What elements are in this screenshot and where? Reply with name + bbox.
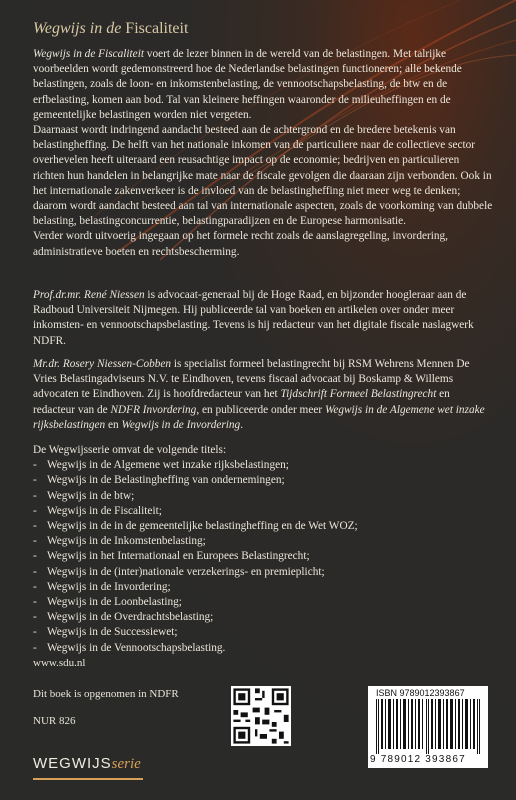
author-bio-text-1: is advocaat-generaal bij de Hoge Raad, en bijzonder hoogleraar aan de Radboud Universiteit Nijmegen. Hij publiceerde tal van boeken en artikelen over onder meer inkomsten- en vennootschapsbelasting. Tevens is hij redacteur van het digitale fiscale naslagwerk NDFR. xyxy=(33,289,474,347)
description-paragraph-1 xyxy=(33,47,493,123)
publication-title: NDFR Invordering xyxy=(110,403,197,416)
list-item: - Wegwijs in de Inkomstenbelasting; xyxy=(33,535,206,548)
series-title: Wegwijs in de Invordering; xyxy=(47,580,171,593)
description-paragraph-3: Verder wordt uitvoerig ingegaan op het formele recht zoals de aanslagregeling, invordering, administratieve boeten en rechtsbescherming. xyxy=(33,230,449,258)
series-logo xyxy=(33,755,141,773)
publisher-url[interactable]: www.sdu.nl xyxy=(33,657,86,669)
author-bio-text-2b: en redacteur van de xyxy=(33,388,450,416)
series-list xyxy=(33,443,493,656)
list-item: - Wegwijs in de in de gemeentelijke belastingheffing en de Wet WOZ; xyxy=(33,520,358,533)
list-item: - Wegwijs in de Loonbelasting; xyxy=(33,596,182,609)
series-title: Wegwijs in de Loonbelasting; xyxy=(47,596,182,609)
description-book-title: Wegwijs in de Fiscaliteit xyxy=(33,48,144,60)
series-title: Wegwijs in de Belastingheffing van ondernemingen; xyxy=(47,474,285,487)
series-title: Wegwijs in de Fiscaliteit; xyxy=(47,504,162,517)
description-paragraph-2: Daarnaast wordt indringend aandacht besteed aan de achtergrond en de bredere betekenis van belastingheffing. De helft van het nationale inkomen van de particuliere naar de collectieve sector overhevelen heeft uiteraard een reusachtige impact op de economie; bedrijven en particulieren richten hun handelen in belangrijke mate naar de fiscale gevolgen die daaraan zijn verbonden. Ook in het internationale zakenverkeer is de invloed van de belastingheffing niet meer weg te denken; daarom wordt aandacht besteed aan tal van internationale aspecten, zoals de voorkoming van dubbele belasting, belastingconcurrentie, belastingparadijzen en de Europese harmonisatie. xyxy=(33,124,493,228)
ndfr-note: Dit boek is opgenomen in NDFR xyxy=(33,688,179,700)
description-text-1: voert de lezer binnen in de wereld van de belastingen. Met talrijke voorbeelden wordt gedemonstreerd hoe de Nederlandse belastingen functioneren; alle bekende belastingen, zoals de loon- en inkomstenbelasting, de vennootschapsbelasting, de btw en de erfbelasting, komen aan bod. Tal van kleinere heffingen waaronder de milieuheffingen en de gemeentelijke belastingen worden niet vergeten. xyxy=(33,48,462,121)
author-bio-1 xyxy=(33,288,493,349)
publication-title: Tijdschrift Formeel Belastingrecht xyxy=(280,388,437,401)
list-item: - Wegwijs in de Fiscaliteit; xyxy=(33,504,162,517)
list-item: - Wegwijs in de Successiewet; xyxy=(33,626,178,639)
isbn-label: ISBN 9789012393867 xyxy=(376,688,465,698)
title-italic: Wegwijs in de xyxy=(33,20,122,37)
series-title: Wegwijs in de in de gemeentelijke belastingheffing en de Wet WOZ; xyxy=(47,520,358,533)
cover-title xyxy=(33,20,188,38)
list-item: - Wegwijs in de Invordering; xyxy=(33,580,171,593)
series-title: Wegwijs in de Algemene wet inzake rijksbelastingen; xyxy=(47,459,289,472)
qr-code-icon[interactable] xyxy=(231,686,291,746)
list-item: - Wegwijs in de (inter)nationale verzekerings- en premieplicht; xyxy=(33,565,325,578)
author-bio-text-2d: en xyxy=(105,418,122,431)
list-item: - Wegwijs in de Vennootschapsbelasting. xyxy=(33,641,226,654)
list-item: - Wegwijs in de Belastingheffing van ondernemingen; xyxy=(33,474,285,487)
title-regular: Fiscaliteit xyxy=(125,20,189,37)
list-item: - Wegwijs in de Algemene wet inzake rijksbelastingen; xyxy=(33,459,289,472)
author-name-1: Prof.dr.mr. René Niessen xyxy=(33,289,145,301)
series-title: Wegwijs in de btw; xyxy=(47,489,135,502)
series-title: Wegwijs in de Vennootschapsbelasting. xyxy=(47,641,226,654)
series-title: Wegwijs in de Overdrachtsbelasting; xyxy=(47,611,214,624)
publication-title: Wegwijs in de Invordering xyxy=(121,418,241,431)
nur-code: NUR 826 xyxy=(33,715,76,727)
author-bio-2 xyxy=(33,357,493,433)
series-title: Wegwijs in de Successiewet; xyxy=(47,626,178,639)
book-description xyxy=(33,47,493,260)
isbn-barcode xyxy=(368,686,488,768)
series-title: Wegwijs in de Inkomstenbelasting; xyxy=(47,535,206,548)
series-title: Wegwijs in de (inter)nationale verzekerings- en premieplicht; xyxy=(47,565,325,578)
series-titles xyxy=(33,458,493,656)
barcode-icon xyxy=(376,699,480,754)
series-intro: De Wegwijsserie omvat de volgende titels: xyxy=(33,444,227,456)
list-item: - Wegwijs in de Overdrachtsbelasting; xyxy=(33,611,214,624)
logo-main: WEGWIJS xyxy=(33,755,112,772)
publication-title: Wegwijs in de Algemene wet inzake rijksbelastingen xyxy=(33,403,485,431)
author-bio-text-2e: . xyxy=(240,418,244,431)
logo-underline xyxy=(33,778,143,780)
list-item: - Wegwijs in het Internationaal en Europees Belastingrecht; xyxy=(33,550,310,563)
logo-serie: serie xyxy=(111,756,141,772)
isbn-digits: 9 789012 393867 xyxy=(370,754,466,765)
author-name-2: Mr.dr. Rosery Niessen-Cobben xyxy=(33,358,172,370)
author-bio-text-2a: is specialist formeel belastingrecht bij RSM Wehrens Mennen De Vries Belastingadviseurs N.V. te Eindhoven, tevens fiscaal advocaat bij Boskamp & Willems advocaten te Eindhoven. Zij is hoofdredacteur van het xyxy=(33,358,470,401)
series-title: Wegwijs in het Internationaal en Europees Belastingrecht; xyxy=(47,550,310,563)
list-item: - Wegwijs in de btw; xyxy=(33,489,135,502)
author-bio-text-2c: , en publiceerde onder meer xyxy=(196,403,325,416)
